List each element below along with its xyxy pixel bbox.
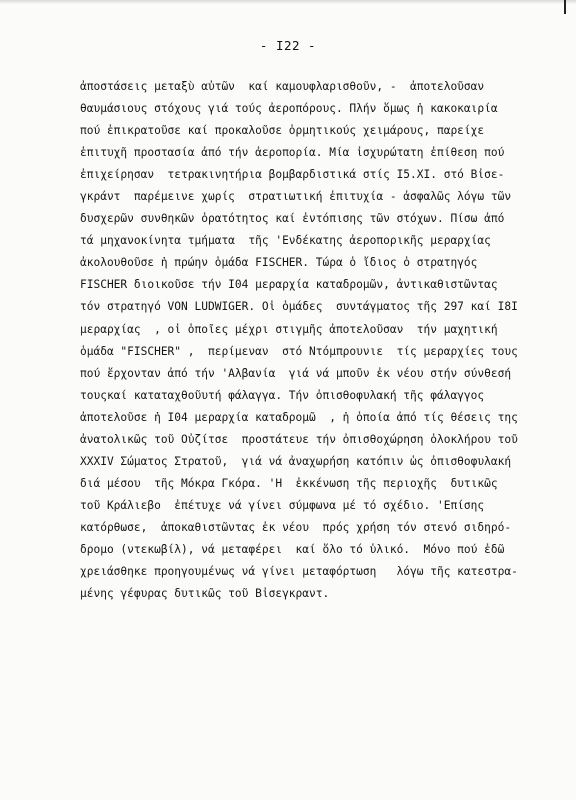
text-line: ἀποστάσεις μεταξὺ αὐτῶν καί καμουφλαρισθοῦν, - ἀποτελοῦσαν — [80, 80, 485, 93]
text-line: πού ἐπικρατοῦσε καί προκαλοῦσε ὁρμητικούς χειμάρους, παρείχε — [80, 124, 485, 138]
text-line: ἀποτελοῦσε ἡ I04 μεραρχία καταδρομῶ , ἡ ὁποία ἀπό τίς θέσεις της — [80, 410, 518, 424]
text-line: μένης γέφυρας δυτικῶς τοῦ Βἰσεγκραντ. — [80, 587, 330, 601]
text-line: ἀκολουθοῦσε ἡ πρώην ὁμάδα FISCHER. Τώρα ὁ ἴδιος ὁ στρατηγός — [80, 256, 478, 270]
text-line: διά μέσου τῆς Μόκρα Γκόρα. 'Η ἐκκένωση τῆς περιοχῆς δυτικῶς — [80, 476, 498, 490]
text-line: ὁμάδα "FISCHER" , περίμεναν στό Ντόμπρουνιε τίς μεραρχίες τους — [80, 344, 518, 358]
text-line: XXXIV Σώματος Στρατοῦ, γιά νά ἀναχωρήση κατόπιν ὡς ὀπισθοφυλακή — [80, 454, 512, 468]
text-line: κατόρθωσε, ἀποκαθιστῶντας ἐκ νέου πρός χρήση τόν στενό σιδηρό- — [80, 520, 512, 534]
text-line: μεραρχίας , οἱ ὁποῖες μέχρι στιγμῆς ἀποτελοῦσαν τήν μαχητική — [80, 322, 498, 336]
text-line: δυσχερῶν συνθηκῶν ὁρατότητος καί ἐντόπισης τῶν στόχων. Πίσω ἀπό — [80, 212, 505, 226]
text-line: τοῦ Κράλιεβο ἐπέτυχε νά γίνει σύμφωνα μέ τό σχέδιο. 'Επίσης — [80, 498, 485, 512]
body-text — [80, 76, 550, 605]
page-number: - I22 - — [259, 38, 317, 53]
page-top-edge — [0, 0, 576, 4]
text-line: θαυμάσιους στόχους γιά τούς ἀεροπόρους. Πλήν ὅμως ἡ κακοκαιρία — [80, 102, 498, 116]
text-line: χρειάσθηκε προηγουμένως νά γίνει μεταφόρτωση λόγω τῆς κατεστρα- — [80, 565, 518, 579]
text-line: τουςκαί καταταχθοῦυτή φάλαγγα. Τήν ὀπισθοφυλακή τῆς φάλαγγος — [80, 388, 485, 402]
text-line: ἀνατολικῶς τοῦ Οὐζίτσε προστάτευε τήν ὀπισθοχώρηση ὁλοκλήρου τοῦ — [80, 432, 518, 446]
text-line: ἐπιχείρησαν τετρακινητήρια βομβαρδιστικά στίς I5.XI. στό Βἰσε- — [80, 168, 505, 182]
text-line: γκράντ παρέμεινε χωρίς στρατιωτική ἐπιτυχία - ἀσφαλῶς λόγω τῶν — [80, 190, 512, 204]
corner-mark — [564, 0, 566, 14]
text-line: τόν στρατηγό VON LUDWIGER. Οἱ ὁμάδες συντάγματος τῆς 297 καί I8I — [80, 300, 518, 314]
text-line: πού ἔρχονταν ἀπό τήν 'Αλβανία γιά νά μποῦν ἐκ νέου στήν σύνθεσή — [80, 366, 512, 380]
text-line: δρομο (ντεκωβίλ), νά μεταφέρει καί ὅλο τό ὑλικό. Μόνο πού ἐδῶ — [80, 542, 505, 556]
text-line: τά μηχανοκίνητα τμήματα τῆς 'Ενδέκατης ἀεροπορικῆς μεραρχίας — [80, 234, 491, 248]
text-line: FISCHER διοικοῦσε τήν I04 μεραρχία καταδρομῶν, ἀντικαθιστῶντας — [80, 278, 498, 292]
text-line: ἐπιτυχῆ προστασία ἀπό τήν ἀεροπορία. Μία ἰσχυρώτατη ἐπίθεση πού — [80, 146, 505, 160]
